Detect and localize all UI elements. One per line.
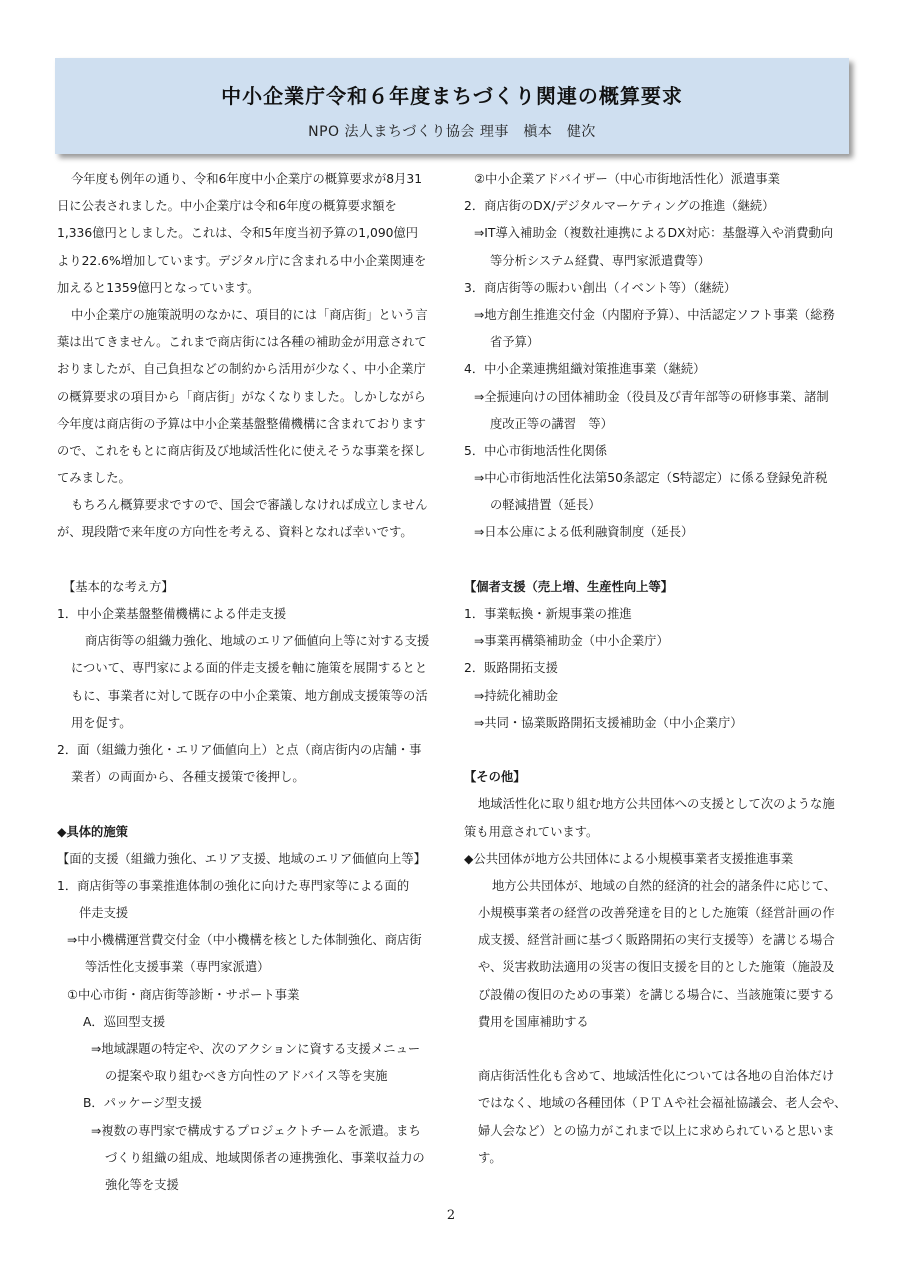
text-line: 【その他】 — [464, 770, 526, 785]
page-number: 2 — [446, 1208, 456, 1223]
text-line: 加えると1359億円となっています。 — [57, 280, 260, 295]
text-line: 中小企業庁の施策説明のなかに、項目的には「商店街」という言 — [71, 307, 428, 322]
text-line: A．巡回型支援 — [83, 1014, 166, 1029]
text-line: 費用を国庫補助する — [478, 1014, 589, 1029]
text-line: 商店街活性化も含めて、地域活性化については各地の自治体だけ — [478, 1069, 835, 1084]
text-line: 2．商店街のDX/デジタルマーケティングの推進（継続） — [464, 199, 775, 214]
text-line: ⇒地域課題の特定や、次のアクションに資する支援メニュー — [91, 1042, 421, 1056]
text-line: の軽減措置（延長） — [490, 498, 601, 513]
text-line: 2．販路開拓支援 — [464, 661, 558, 676]
text-line: ②中小企業アドバイザー（中心市街地活性化）派遣事業 — [474, 172, 780, 186]
text-line: 日に公表されました。中小企業庁は令和6年度の概算要求額を — [57, 199, 397, 214]
text-line: 度改正等の講習 等） — [490, 416, 613, 431]
text-line: 小規模事業者の経営の改善発達を目的とした施策（経営計画の作 — [478, 906, 835, 921]
text-line: 1．中小企業基盤整備機構による伴走支援 — [57, 607, 287, 621]
text-line: 強化等を支援 — [105, 1177, 179, 1192]
text-line: 用を促す。 — [71, 715, 132, 730]
right-column — [462, 166, 854, 1172]
text-line: が、現段階で来年度の方向性を考える、資料となれば幸いです。 — [57, 525, 413, 540]
text-line: 婦人会など）との協力がこれまで以上に求められていると思いま — [478, 1123, 835, 1138]
text-line: 3．商店街等の賑わい創出（イベント等）（継続） — [464, 280, 737, 295]
text-line: ◆公共団体が地方公共団体による小規模事業者支援推進事業 — [464, 851, 794, 866]
text-line: ⇒共同・協業販路開拓支援補助金（中小企業庁） — [474, 715, 743, 730]
text-line: 業者）の両面から、各種支援策で後押し。 — [71, 770, 305, 785]
text-line: 伴走支援 — [79, 906, 129, 921]
text-line: ⇒日本公庫による低利融資制度（延長） — [474, 525, 694, 540]
text-line: 今年度は商店街の予算は中小企業基盤整備機構に含まれております — [57, 416, 426, 431]
text-line: ①中心市街・商店街等診断・サポート事業 — [67, 987, 300, 1002]
text-line: もちろん概算要求ですので、国会で審議しなければ成立しません — [71, 498, 428, 513]
text-line: 【個者支援（売上増、生産性向上等】 — [464, 579, 674, 594]
text-line: 1．商店街等の事業推進体制の強化に向けた専門家等による面的 — [57, 878, 410, 893]
text-line: ⇒複数の専門家で構成するプロジェクトチームを派遣。まち — [91, 1123, 421, 1138]
left-column — [55, 166, 447, 1199]
text-line: ⇒IT導入補助金（複数社連携によるDX対応：基盤導入や消費動向 — [474, 226, 834, 241]
text-line: 地域活性化に取り組む地方公共団体への支援として次のような施 — [478, 797, 835, 812]
text-line: 商店街等の組織力強化、地域のエリア価値向上等に対する支援 — [85, 634, 430, 649]
text-line: 【基本的な考え方】 — [63, 579, 174, 594]
text-line: ではなく、地域の各種団体（ＰＴＡや社会福祉協議会、老人会や、 — [478, 1096, 847, 1111]
text-line: ので、これをもとに商店街及び地域活性化に使えそうな事業を探し — [57, 443, 426, 458]
text-line: 1,336億円としました。これは、令和5年度当初予算の1,090億円 — [57, 226, 419, 241]
text-line: 省予算） — [490, 335, 540, 350]
text-line: おりましたが、自己負担などの制約から活用が少なく、中小企業庁 — [57, 362, 426, 377]
text-line: 5．中心市街地活性化関係 — [464, 443, 608, 458]
text-line: 地方公共団体が、地域の自然的経済的社会的諸条件に応じて、 — [492, 878, 837, 893]
text-line: 1．事業転換・新規事業の推進 — [464, 607, 632, 621]
text-line: 成支援、経営計画に基づく販路開拓の実行支援等）を講じる場合 — [478, 933, 835, 948]
text-line: について、専門家による面的伴走支援を軸に施策を展開するとと — [71, 661, 428, 676]
text-line: より22.6%増加しています。デジタル庁に含まれる中小企業関連を — [57, 253, 427, 268]
page-title: 中小企業庁令和６年度まちづくり関連の概算要求 — [221, 84, 683, 108]
text-line: 2．面（組織力強化・エリア価値向上）と点（商店街内の店舗・事 — [57, 742, 422, 757]
text-line: ⇒事業再構築補助金（中小企業庁） — [474, 634, 669, 649]
text-line: もに、事業者に対して既存の中小企業策、地方創成支援策等の活 — [71, 688, 428, 703]
text-line: ◆具体的施策 — [57, 824, 128, 839]
text-line: ⇒全振連向けの団体補助金（役員及び青年部等の研修事業、諸制 — [474, 389, 829, 404]
text-line: 等分析システム経費、専門家派遣費等） — [490, 253, 711, 268]
text-line: 【面的支援（組織力強化、エリア支援、地域のエリア価値向上等】 — [57, 851, 426, 866]
text-line: 策も用意されています。 — [464, 824, 599, 839]
author-line: NPO 法人まちづくり協会 理事 槇本 健次 — [308, 124, 596, 140]
blank-line — [462, 737, 854, 764]
text-line: す。 — [478, 1150, 502, 1165]
blank-line — [55, 791, 447, 818]
text-line: 4．中小企業連携組織対策推進事業（継続） — [464, 362, 706, 377]
text-line: の提案や取り組むべき方向性のアドバイス等を実施 — [105, 1069, 388, 1084]
text-line: ⇒中心市街地活性化法第50条認定（S特認定）に係る登録免許税 — [474, 471, 828, 486]
text-line: B．パッケージ型支援 — [83, 1096, 202, 1111]
text-line: の概算要求の項目から「商店街」がなくなりました。しかしながら — [57, 389, 426, 404]
blank-line — [55, 547, 447, 574]
text-line: 葉は出てきません。これまで商店街には各種の補助金が用意されて — [57, 335, 427, 350]
title-banner — [55, 58, 849, 154]
blank-line — [462, 547, 854, 574]
text-line: づくり組織の組成、地域関係者の連携強化、事業収益力の — [105, 1150, 425, 1165]
text-line: ⇒持続化補助金 — [474, 688, 559, 703]
text-line: び設備の復旧のための事業）を講じる場合に、当該施策に要する — [478, 987, 835, 1002]
text-line: 等活性化支援事業（専門家派遣） — [85, 960, 270, 975]
text-line: や、災害救助法適用の災害の復旧支援を目的とした施策（施設及 — [478, 960, 835, 975]
text-line: ⇒地方創生推進交付金（内閣府予算）、中活認定ソフト事業（総務 — [474, 307, 835, 322]
blank-line — [462, 1036, 854, 1063]
text-line: 今年度も例年の通り、令和6年度中小企業庁の概算要求が8月31 — [71, 172, 423, 186]
text-line: てみました。 — [57, 471, 131, 486]
text-line: ⇒中小機構運営費交付金（中小機構を核とした体制強化、商店街 — [67, 933, 422, 948]
